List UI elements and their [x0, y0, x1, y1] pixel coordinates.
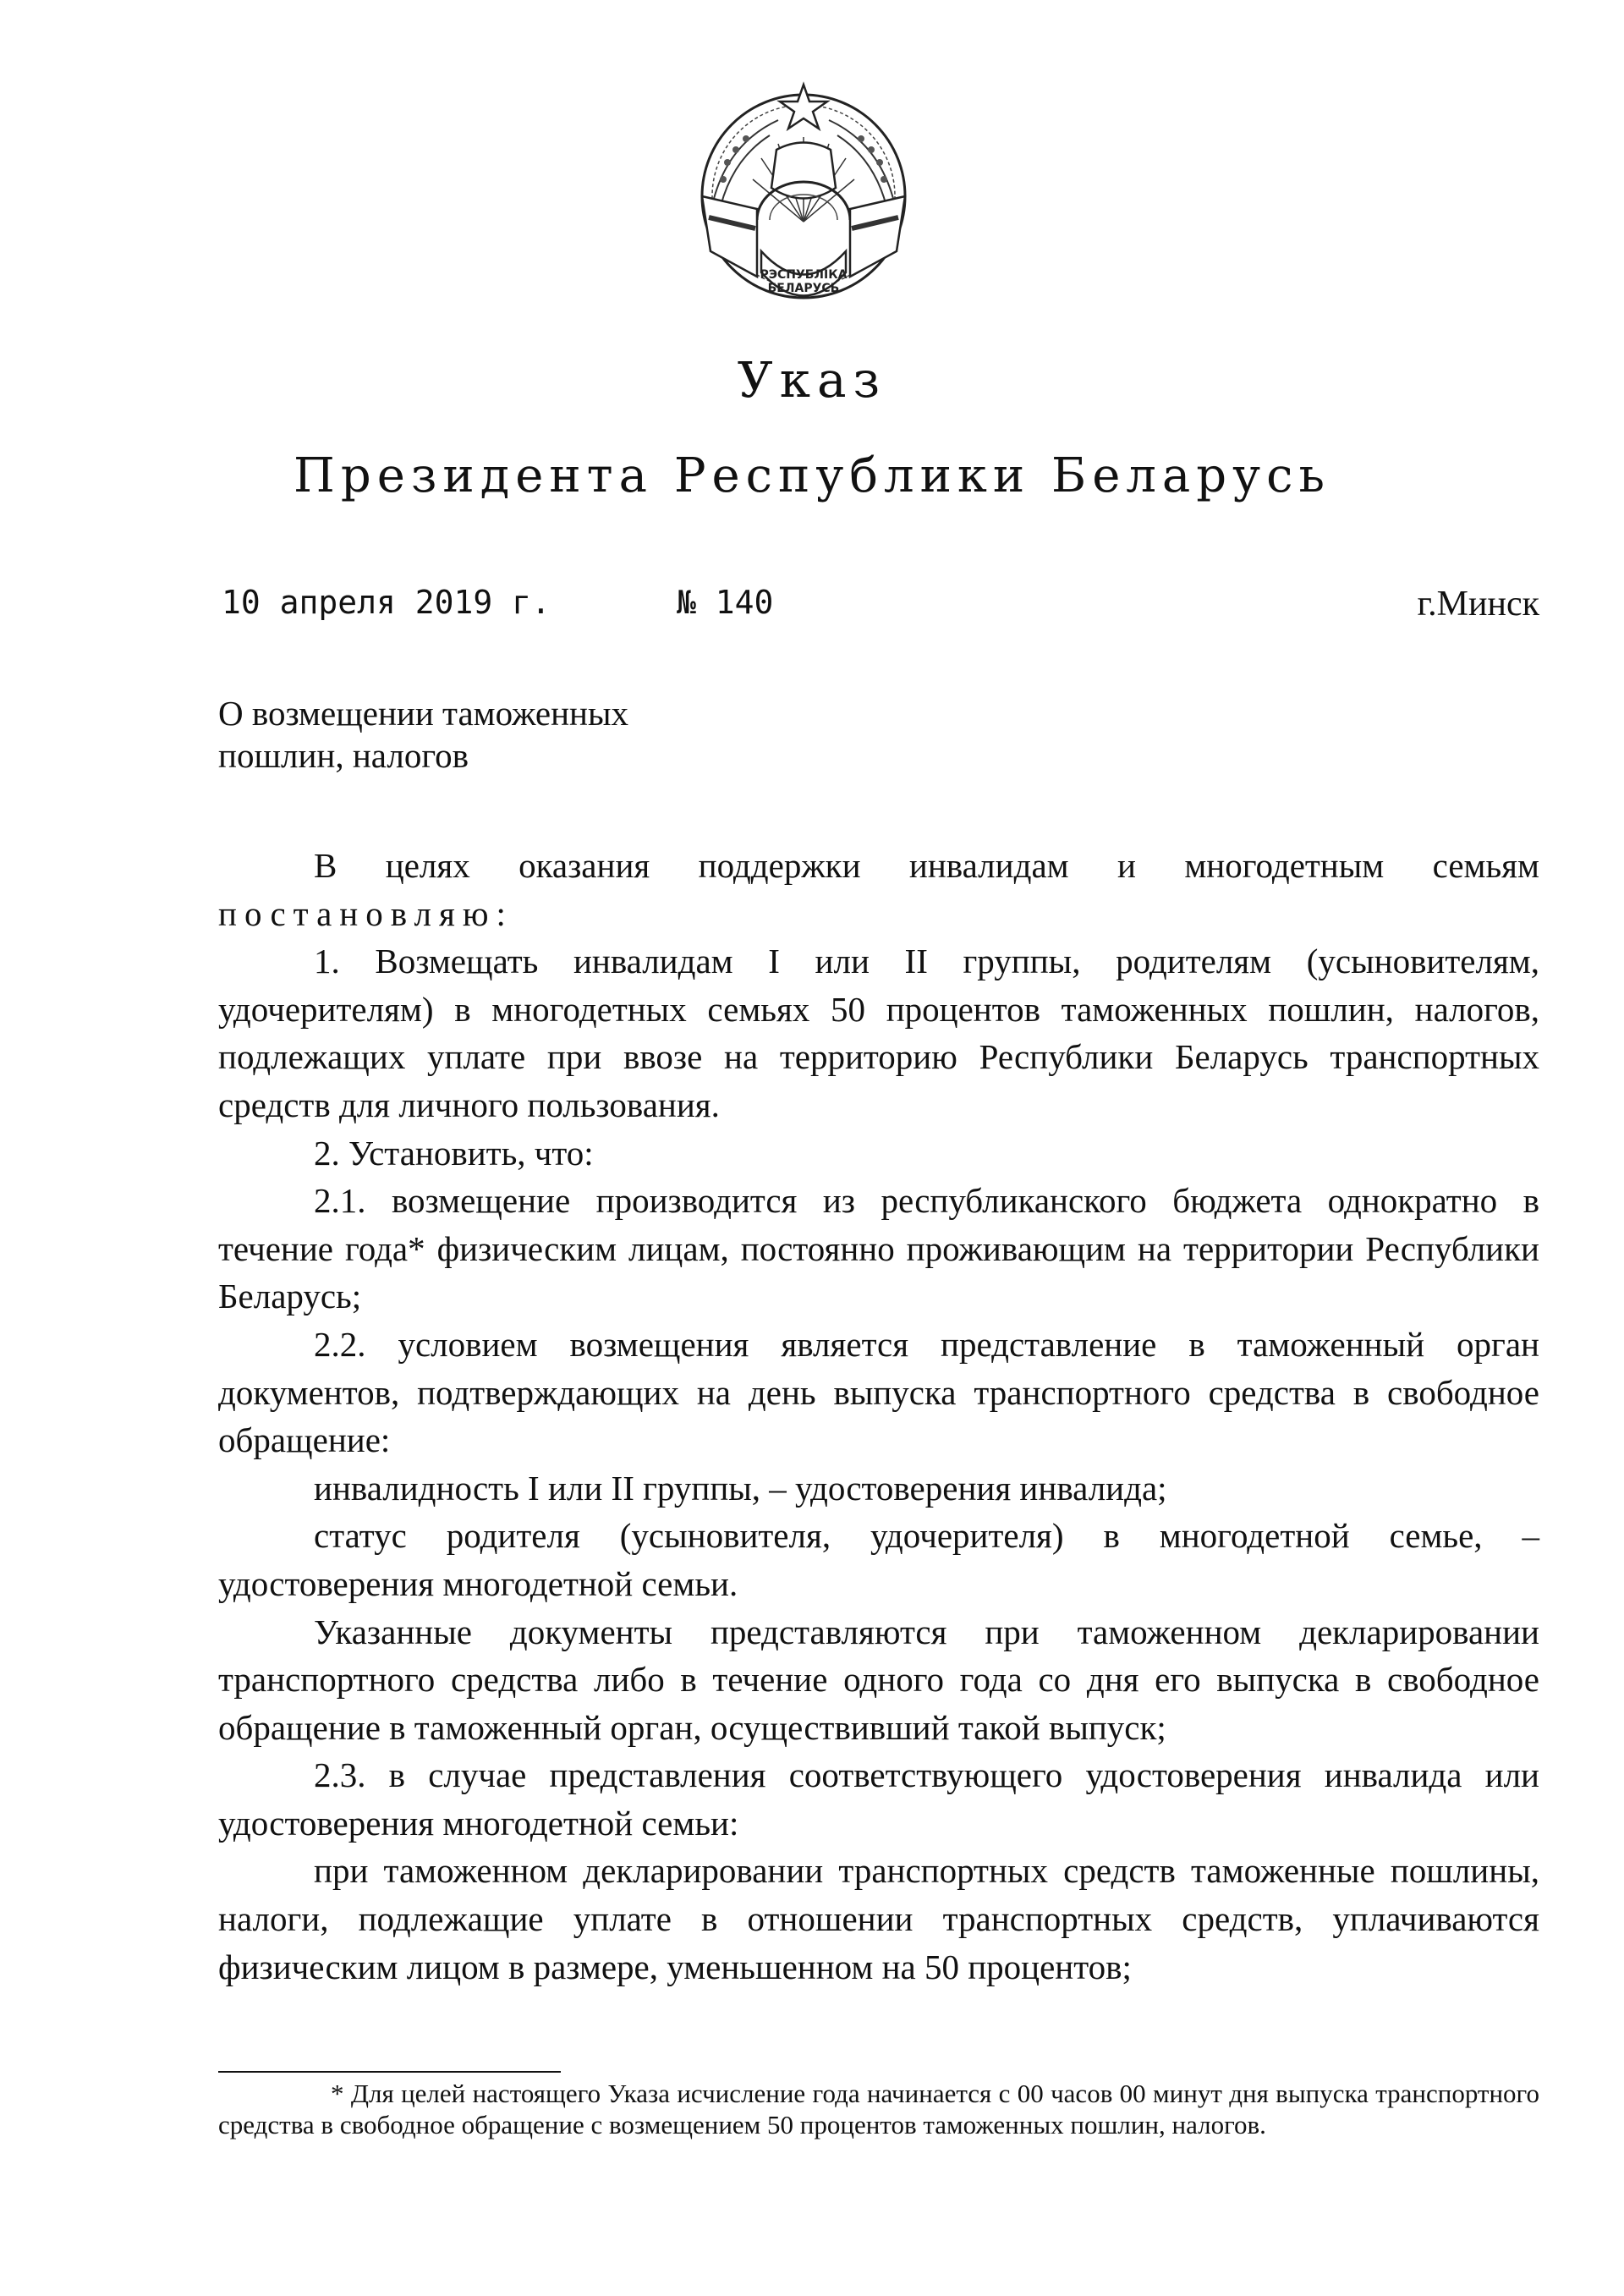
footnote: * Для целей настоящего Указа исчисление года начинается с 00 часов 00 минут дня выпуска транспортного средства в свободное обращение с возмещением 50 процентов таможенных пошлин, налогов. [218, 2079, 1539, 2139]
belarus-coat-of-arms-icon [677, 69, 930, 323]
footnote-separator [218, 2071, 561, 2073]
svg-text:БЕЛАРУСЬ: БЕЛАРУСЬ [767, 282, 840, 295]
paragraph-2-2-a: инвалидность I или II группы, – удостоверения инвалида; [314, 1468, 1167, 1508]
document-title: Указ [737, 351, 887, 409]
decree-city: г.Минск [1417, 585, 1539, 623]
decree-word: постановляю: [218, 893, 513, 933]
decree-body [218, 842, 1539, 1991]
paragraph-2-3-a: при таможенном декларировании транспортных средств таможенные пошлины, налоги, подлежащие уплате в отношении транспортных средств, уплачиваются физическим лицом в размере, уменьшенном на 50 процентов; [218, 1851, 1539, 1986]
intro-paragraph [218, 842, 1539, 937]
decree-subject [218, 692, 628, 777]
paragraph-2-2-b: статус родителя (усыновителя, удочерителя) в многодетной семье, – удостоверения многодетной семьи. [218, 1516, 1539, 1603]
paragraph-2-3: 2.3. в случае представления соответствующего удостоверения инвалида или удостоверения многодетной семьи: [218, 1755, 1539, 1843]
paragraph-2-1: 2.1. возмещение производится из республиканского бюджета однократно в течение года* физическим лицам, постоянно проживающим на территории Республики Беларусь; [218, 1181, 1539, 1316]
intro-text: В целях оказания поддержки инвалидам и многодетным семьям [314, 846, 1539, 885]
subject-line: О возмещении таможенных [218, 694, 628, 733]
svg-text:РЭСПУБЛІКА: РЭСПУБЛІКА [760, 268, 848, 282]
paragraph-2-2-c: Указанные документы представляются при таможенном декларировании транспортного средства либо в течение одного года со дня его выпуска в свободное обращение в таможенный орган, осуществивший такой выпуск; [218, 1612, 1539, 1747]
paragraph-1: 1. Возмещать инвалидам I или II группы, родителям (усыновителям, удочерителям) в многодетных семьях 50 процентов таможенных пошлин, налогов, подлежащих уплате при ввозе на территорию Республики Беларусь транспортных средств для личного пользования. [218, 942, 1539, 1124]
subject-line: пошлин, налогов [218, 736, 469, 775]
document-subtitle: Президента Республики Беларусь [294, 448, 1330, 503]
paragraph-2: 2. Установить, что: [314, 1133, 594, 1173]
paragraph-2-2: 2.2. условием возмещения является представление в таможенный орган документов, подтверждающих на день выпуска транспортного средства в свободное обращение: [218, 1324, 1539, 1460]
decree-number: № 140 [677, 584, 774, 621]
decree-date: 10 апреля 2019 г. [222, 584, 551, 621]
